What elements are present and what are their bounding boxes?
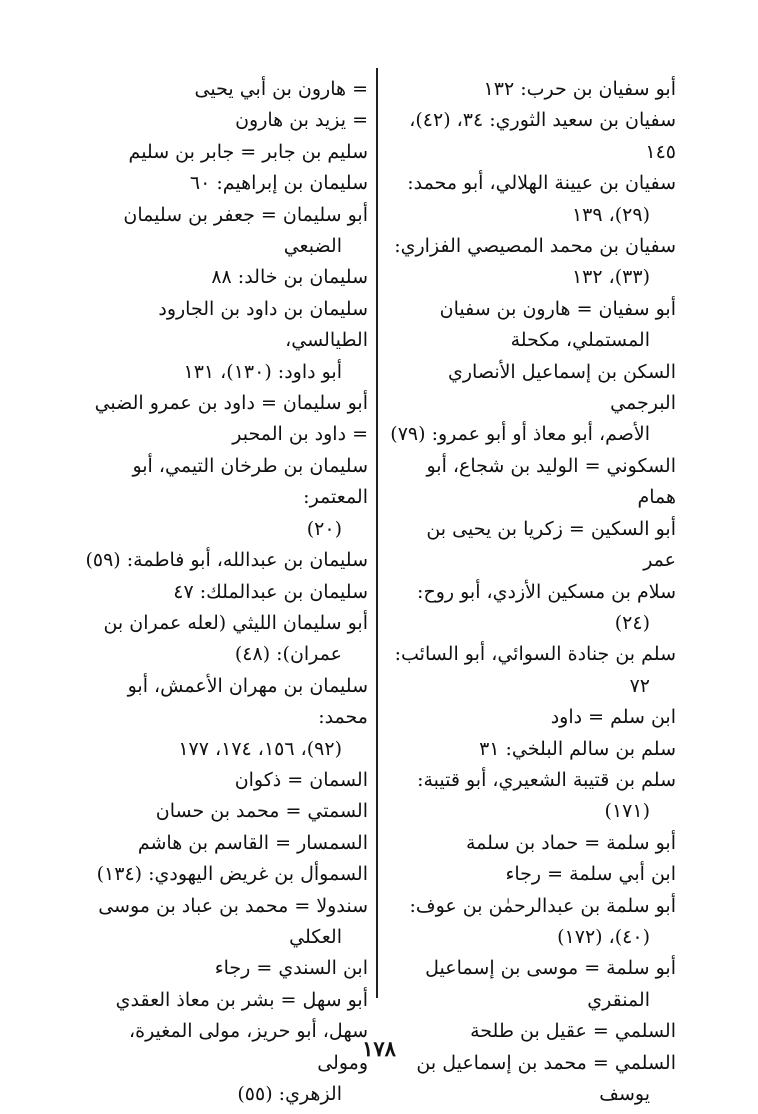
entry-line: سليمان بن خالد: ٨٨	[211, 266, 368, 289]
entry-continuation-line: عمران): (٤٨)	[234, 643, 342, 666]
entry-continuation-line: المنقري	[587, 988, 650, 1011]
entry-continuation-line: المستملي، مكحلة	[510, 329, 650, 352]
entry-line: سلم بن سالم البلخي: ٣١	[479, 737, 676, 760]
index-entry	[390, 231, 676, 294]
entry-continuation-line: (١٧١)	[604, 800, 650, 823]
index-entry	[78, 1016, 368, 1110]
index-entry	[390, 74, 676, 105]
index-entry	[78, 388, 368, 419]
entry-line: أبو سلمة = موسى بن إسماعيل	[425, 957, 676, 980]
index-entry	[390, 828, 676, 859]
entry-line: = هارون بن أبي يحيى	[194, 78, 368, 100]
entry-continuation-line: (٤٠)، (١٧٢)	[557, 925, 650, 948]
entry-line: سليمان بن طرخان التيمي، أبو المعتمر:	[132, 454, 368, 509]
index-entry	[390, 953, 676, 1016]
index-entry	[390, 451, 676, 514]
entry-line: ابن السندي = رجاء	[214, 957, 368, 980]
index-entry	[78, 796, 368, 827]
entry-line: أبو سليمان = داود بن عمرو الضبي	[94, 392, 368, 415]
entry-continuation-line: (٢٩)، ١٣٩	[571, 203, 650, 226]
entry-line: سهل، أبو حريز، مولى المغيرة، ومولى	[128, 1020, 368, 1074]
index-entry	[78, 294, 368, 388]
entry-line: سلام بن مسكين الأزدي، أبو روح:	[417, 580, 676, 603]
entry-continuation-line: (٩٢)، ١٥٦، ١٧٤، ١٧٧	[178, 737, 342, 760]
page-number: ١٧٨	[362, 1036, 396, 1061]
entry-line: سفيان بن عيينة الهلالي، أبو محمد:	[407, 172, 676, 195]
entry-continuation-line: (٢٠)	[306, 517, 342, 540]
index-entry	[390, 577, 676, 640]
index-entry	[78, 671, 368, 765]
index-entry	[390, 514, 676, 577]
entry-line: سليمان بن مهران الأعمش، أبو محمد:	[127, 674, 368, 729]
entry-line: السمتي = محمد بن حسان	[155, 800, 368, 823]
index-entry	[78, 765, 368, 796]
entry-line: أبو سليمان الليثي (لعله عمران بن	[103, 611, 368, 634]
index-entry	[78, 105, 368, 136]
entry-line: السلمي = محمد بن إسماعيل بن	[416, 1051, 676, 1074]
entry-line: السكن بن إسماعيل الأنصاري البرجمي	[448, 360, 676, 415]
index-entry	[390, 294, 676, 357]
entry-line: سفيان بن سعيد الثوري: ٣٤، (٤٢)، ١٤٥	[409, 109, 676, 163]
entry-continuation-line: ٧٢	[629, 674, 650, 697]
index-entry	[78, 419, 368, 450]
entry-line: سلم بن قتيبة الشعيري، أبو قتيبة:	[417, 768, 676, 791]
index-entry	[78, 985, 368, 1016]
index-entry	[390, 859, 676, 890]
index-entry	[390, 891, 676, 954]
index-entry	[78, 608, 368, 671]
entry-line: أبو سلمة = حماد بن سلمة	[466, 831, 676, 854]
entry-line: السلمي = عقيل بن طلحة	[470, 1020, 676, 1043]
entry-continuation-line: الأصم، أبو معاذ أو أبو عمرو: (٧٩)	[390, 423, 650, 446]
entry-line: ابن سلم = داود	[550, 706, 676, 729]
entry-line: ابن أبي سلمة = رجاء	[505, 863, 676, 886]
index-entry	[390, 765, 676, 828]
entry-continuation-line: العكلي	[289, 925, 342, 948]
index-entry	[78, 859, 368, 890]
entry-line: سليمان بن عبدالله، أبو فاطمة: (٥٩)	[85, 549, 368, 572]
entry-line: أبو سلمة بن عبدالرحمٰن بن عوف:	[409, 894, 676, 917]
index-entry	[78, 828, 368, 859]
entry-continuation-line: الضبعي	[283, 235, 342, 258]
index-column-left	[78, 74, 368, 1110]
entry-line: سليمان بن إبراهيم: ٦٠	[189, 172, 368, 195]
entry-line: السكوني = الوليد بن شجاع، أبو همام	[426, 454, 676, 509]
index-entry	[78, 953, 368, 984]
index-entry	[390, 168, 676, 231]
index-entry	[390, 639, 676, 702]
entry-line: أبو سهل = بشر بن معاذ العقدي	[115, 988, 368, 1011]
index-entry	[78, 168, 368, 199]
index-entry	[78, 451, 368, 545]
entry-line: سليم بن جابر = جابر بن سليم	[128, 140, 368, 163]
entry-continuation-line: يوسف	[599, 1083, 650, 1105]
index-entry	[390, 734, 676, 765]
entry-continuation-line: (٢٤)	[614, 611, 650, 634]
entry-continuation-line: (٣٣)، ١٣٢	[571, 266, 650, 289]
column-divider	[376, 68, 378, 998]
index-entry	[390, 702, 676, 733]
entry-line: أبو السكين = زكريا بن يحيى بن عمر	[426, 517, 676, 572]
index-entry	[78, 200, 368, 263]
entry-line: = داود بن المحبر	[232, 423, 368, 446]
index-entry	[78, 262, 368, 293]
index-entry	[78, 74, 368, 105]
entry-line: سليمان بن عبدالملك: ٤٧	[173, 580, 368, 603]
entry-line: سليمان بن داود بن الجارود الطيالسي،	[158, 297, 368, 352]
entry-line: سلم بن جنادة السوائي، أبو السائب:	[394, 643, 676, 666]
entry-line: سندولا = محمد بن عباد بن موسى	[98, 894, 368, 917]
entry-continuation-line: الزهري: (٥٥)	[237, 1083, 342, 1105]
index-entry	[78, 891, 368, 954]
index-entry	[390, 105, 676, 168]
index-column-right	[390, 74, 676, 1110]
entry-continuation-line: أبو داود: (١٣٠)، ١٣١	[183, 360, 342, 383]
entry-line: سفيان بن محمد المصيصي الفزاري:	[394, 235, 676, 258]
entry-line: = يزيد بن هارون	[235, 109, 368, 132]
entry-line: السموأل بن غريض اليهودي: (١٣٤)	[96, 863, 368, 886]
index-entry	[390, 357, 676, 451]
index-entry	[78, 545, 368, 576]
index-entry	[78, 137, 368, 168]
entry-line: السمسار = القاسم بن هاشم	[137, 831, 368, 854]
entry-line: أبو سفيان بن حرب: ١٣٢	[483, 78, 676, 100]
entry-line: أبو سفيان = هارون بن سفيان	[439, 297, 676, 320]
entry-line: السمان = ذكوان	[234, 768, 368, 791]
index-entry	[78, 577, 368, 608]
entry-line: أبو سليمان = جعفر بن سليمان	[123, 203, 368, 226]
